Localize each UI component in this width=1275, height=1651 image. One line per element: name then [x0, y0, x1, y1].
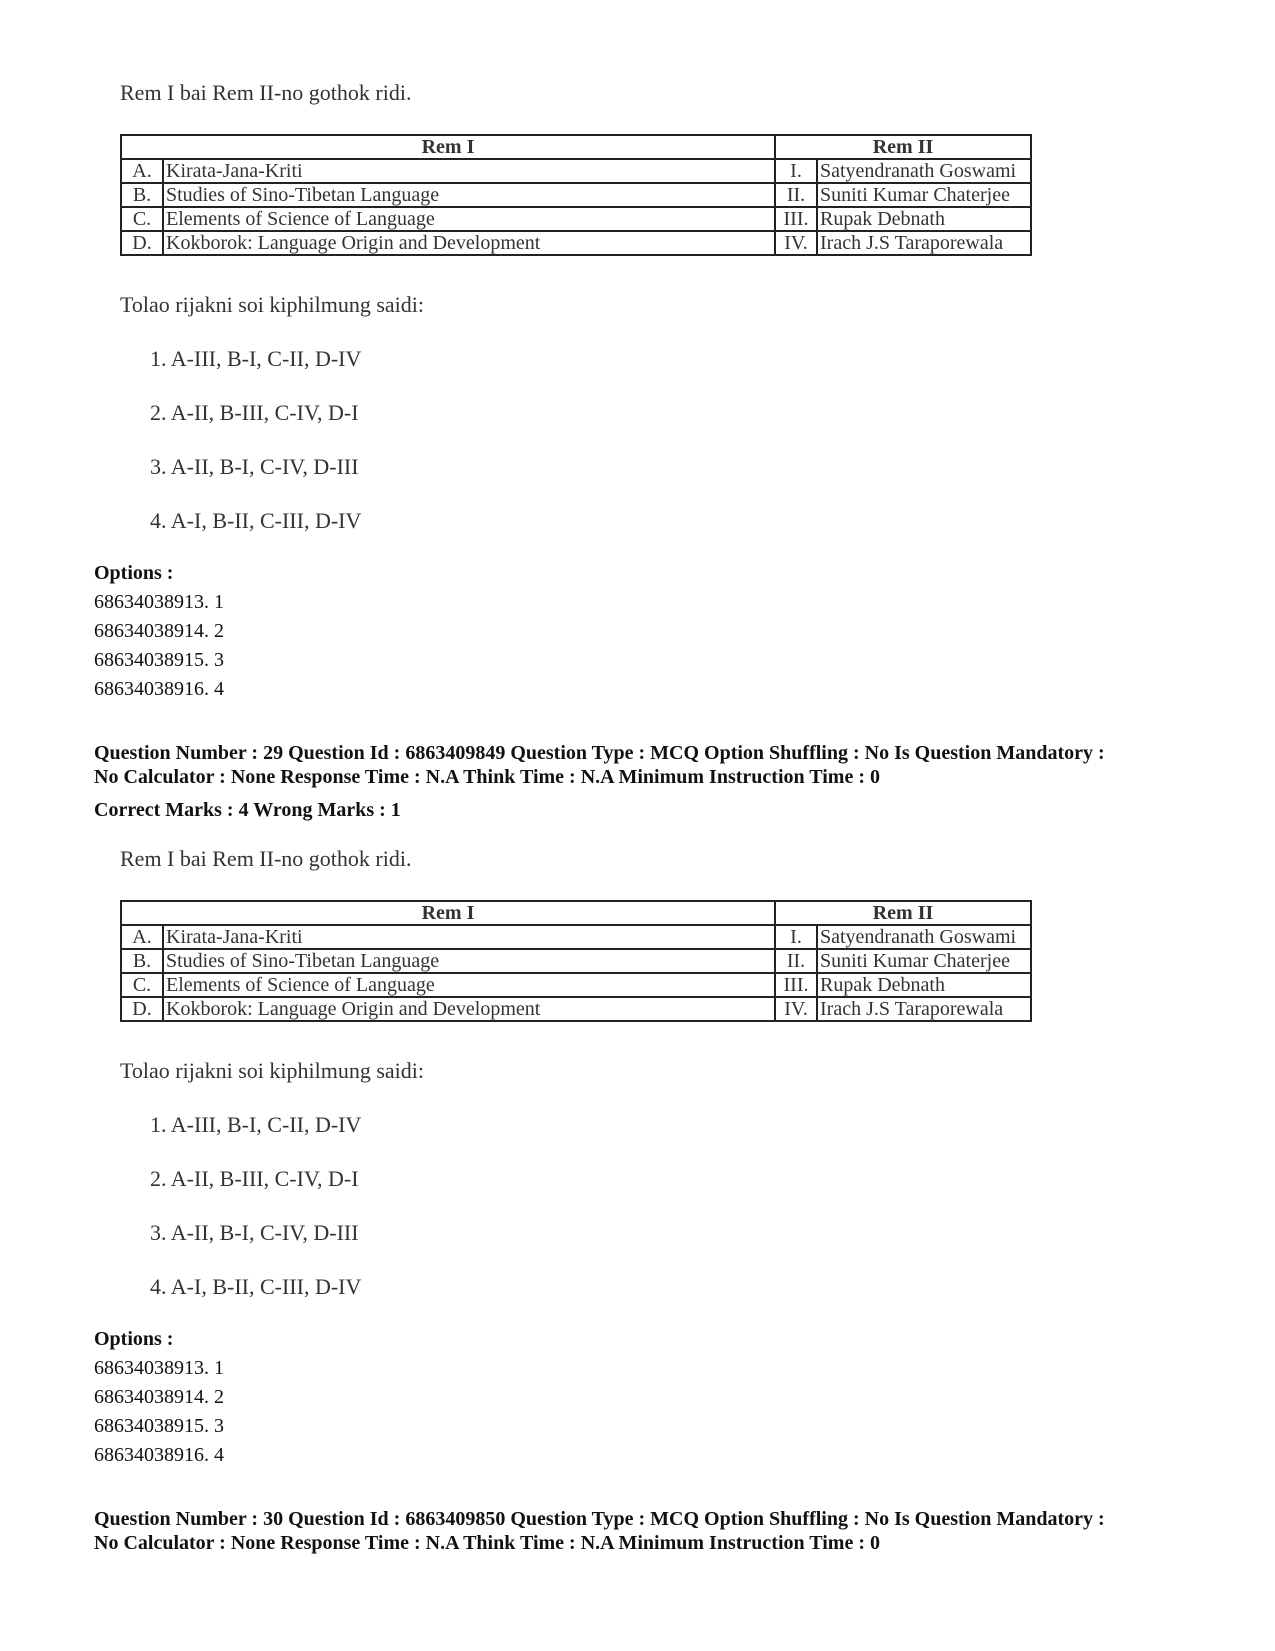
row-letter: A. [121, 159, 163, 183]
question-marks: Correct Marks : 4 Wrong Marks : 1 [94, 799, 401, 821]
table-row [121, 183, 1031, 207]
row-number: III. [775, 973, 817, 997]
row-item: Kirata-Jana-Kriti [163, 159, 775, 183]
table-row [121, 997, 1031, 1021]
question-meta-line: No Calculator : None Response Time : N.A Think Time : N.A Minimum Instruction Time : 0 [94, 766, 880, 788]
question-meta-line: No Calculator : None Response Time : N.A Think Time : N.A Minimum Instruction Time : 0 [94, 1532, 880, 1554]
match-table [120, 900, 1032, 1022]
question-meta-line: Question Number : 30 Question Id : 6863409850 Question Type : MCQ Option Shuffling : No Is Question Mandatory : [94, 1508, 1105, 1530]
row-number: II. [775, 949, 817, 973]
option-line: 68634038915. 3 [94, 1415, 224, 1437]
table-row [121, 207, 1031, 231]
row-answer: Rupak Debnath [817, 207, 1031, 231]
choice-item: 3. A-II, B-I, C-IV, D-III [150, 1220, 359, 1245]
row-letter: B. [121, 949, 163, 973]
row-answer: Satyendranath Goswami [817, 159, 1031, 183]
row-number: I. [775, 159, 817, 183]
choice-item: 1. A-III, B-I, C-II, D-IV [150, 1112, 362, 1137]
row-number: II. [775, 183, 817, 207]
table-header-row [121, 135, 1031, 159]
choice-item: 4. A-I, B-II, C-III, D-IV [150, 508, 362, 533]
row-item: Kokborok: Language Origin and Development [163, 231, 775, 255]
column-header: Rem I [121, 901, 775, 925]
row-number: IV. [775, 997, 817, 1021]
row-letter: A. [121, 925, 163, 949]
option-line: 68634038914. 2 [94, 620, 224, 642]
option-line: 68634038914. 2 [94, 1386, 224, 1408]
table-header-row [121, 901, 1031, 925]
option-line: 68634038915. 3 [94, 649, 224, 671]
match-table [120, 134, 1032, 256]
question-prompt: Rem I bai Rem II-no gothok ridi. [120, 846, 412, 871]
row-letter: D. [121, 997, 163, 1021]
row-item: Studies of Sino-Tibetan Language [163, 949, 775, 973]
row-answer: Irach J.S Taraporewala [817, 997, 1031, 1021]
option-line: 68634038916. 4 [94, 1444, 224, 1466]
instruction-text: Tolao rijakni soi kiphilmung saidi: [120, 1058, 424, 1083]
row-item: Studies of Sino-Tibetan Language [163, 183, 775, 207]
question-prompt: Rem I bai Rem II-no gothok ridi. [120, 80, 412, 105]
table-row [121, 925, 1031, 949]
row-number: III. [775, 207, 817, 231]
question-meta-line: Question Number : 29 Question Id : 6863409849 Question Type : MCQ Option Shuffling : No Is Question Mandatory : [94, 742, 1105, 764]
option-line: 68634038913. 1 [94, 1357, 224, 1379]
option-line: 68634038913. 1 [94, 591, 224, 613]
column-header: Rem II [775, 135, 1031, 159]
question-meta [94, 1507, 1214, 1555]
question-meta [94, 741, 1214, 789]
row-number: IV. [775, 231, 817, 255]
choice-item: 2. A-II, B-III, C-IV, D-I [150, 1166, 359, 1191]
row-item: Elements of Science of Language [163, 207, 775, 231]
choice-item: 2. A-II, B-III, C-IV, D-I [150, 400, 359, 425]
row-answer: Suniti Kumar Chaterjee [817, 949, 1031, 973]
options-label: Options : [94, 562, 174, 584]
column-header: Rem I [121, 135, 775, 159]
row-letter: C. [121, 973, 163, 997]
row-letter: B. [121, 183, 163, 207]
row-answer: Irach J.S Taraporewala [817, 231, 1031, 255]
table-row [121, 159, 1031, 183]
row-number: I. [775, 925, 817, 949]
table-row [121, 973, 1031, 997]
row-answer: Rupak Debnath [817, 973, 1031, 997]
row-item: Kokborok: Language Origin and Development [163, 997, 775, 1021]
row-item: Elements of Science of Language [163, 973, 775, 997]
row-answer: Suniti Kumar Chaterjee [817, 183, 1031, 207]
choice-item: 4. A-I, B-II, C-III, D-IV [150, 1274, 362, 1299]
table-row [121, 231, 1031, 255]
row-answer: Satyendranath Goswami [817, 925, 1031, 949]
row-item: Kirata-Jana-Kriti [163, 925, 775, 949]
instruction-text: Tolao rijakni soi kiphilmung saidi: [120, 292, 424, 317]
table-row [121, 949, 1031, 973]
row-letter: D. [121, 231, 163, 255]
column-header: Rem II [775, 901, 1031, 925]
row-letter: C. [121, 207, 163, 231]
option-line: 68634038916. 4 [94, 678, 224, 700]
choice-item: 3. A-II, B-I, C-IV, D-III [150, 454, 359, 479]
choice-item: 1. A-III, B-I, C-II, D-IV [150, 346, 362, 371]
options-label: Options : [94, 1328, 174, 1350]
